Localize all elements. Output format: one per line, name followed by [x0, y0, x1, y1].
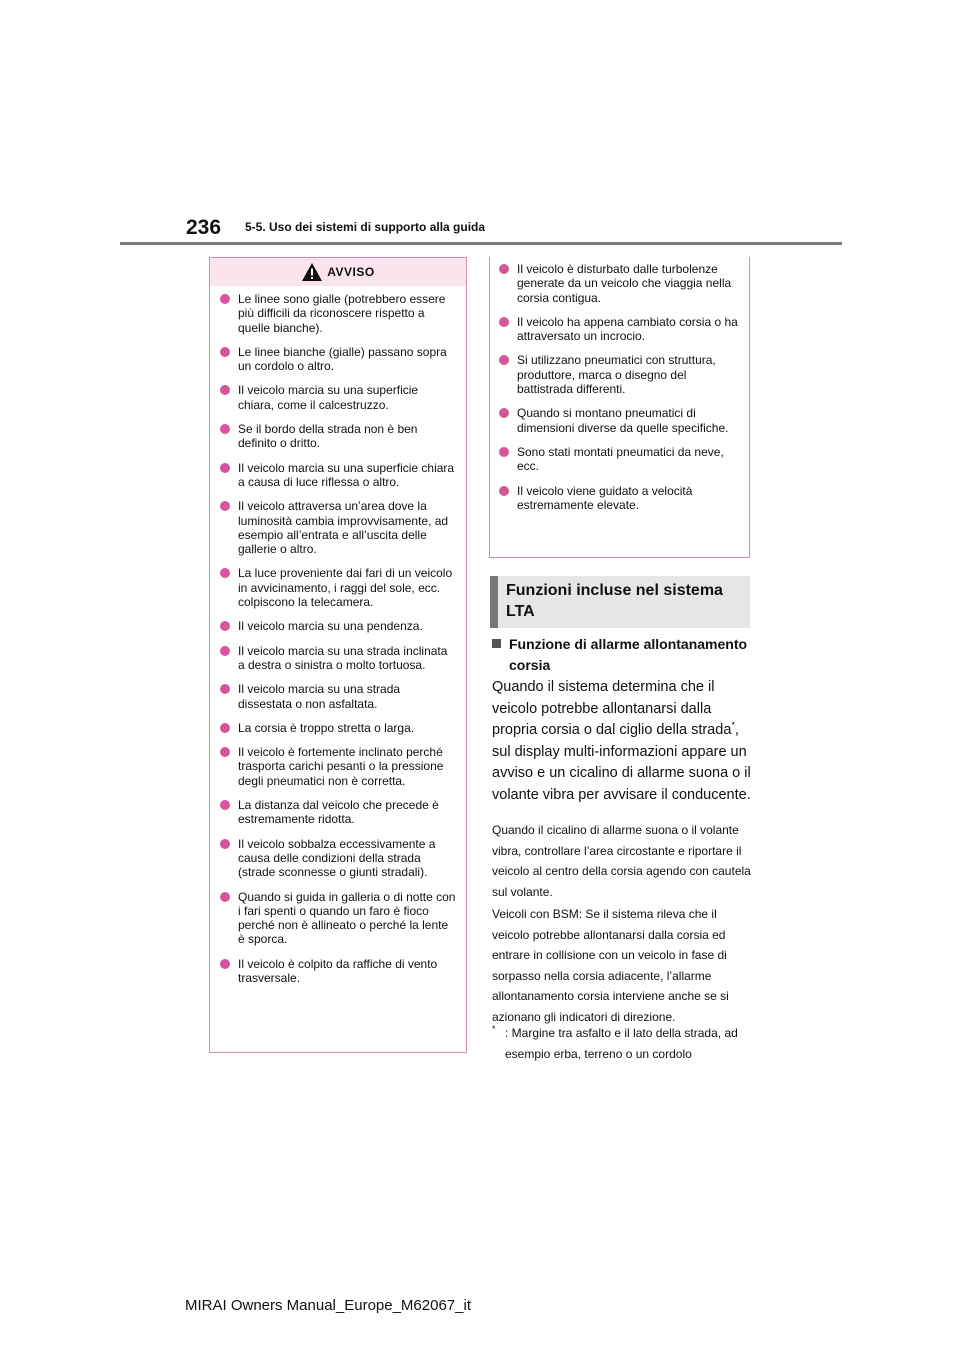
- list-item: [220, 566, 456, 609]
- bullet-icon: [220, 723, 230, 733]
- list-item: [499, 484, 739, 513]
- list-item: [220, 292, 456, 335]
- footnote-reference: *: [731, 720, 735, 731]
- bullet-icon: [220, 684, 230, 694]
- bullet-icon: [220, 747, 230, 757]
- subheading: [492, 634, 754, 676]
- bullet-icon: [220, 501, 230, 511]
- list-item: [499, 353, 739, 396]
- feature-heading-text: Funzioni incluse nel sistema LTA: [506, 582, 723, 620]
- warning-box: [209, 257, 467, 1053]
- list-item-text: Quando si guida in galleria o di notte con i fari spenti o quando un faro è fioco perché non è allineato o perché la lente è sporca.: [238, 889, 456, 947]
- list-item: [220, 619, 456, 633]
- bullet-icon: [220, 385, 230, 395]
- body-paragraph-main: [492, 677, 754, 806]
- list-item: [499, 445, 739, 474]
- list-item-text: Il veicolo è disturbato dalle turbolenze generate da un veicolo che viaggia nella corsia contigua.: [517, 262, 732, 305]
- paragraph-text: , sul display multi-informazioni appare un avviso e un cicalino di allarme suona o il volante vibra per avvisare il conducente.: [492, 722, 751, 803]
- bullet-icon: [220, 424, 230, 434]
- list-item: [220, 499, 456, 556]
- warning-continued-list: [490, 257, 749, 512]
- list-item-text: Il veicolo marcia su una strada inclinata a destra o sinistra o molto tortuosa.: [238, 643, 448, 672]
- list-item: [499, 406, 739, 435]
- section-title: 5-5. Uso dei sistemi di supporto alla guida: [245, 220, 486, 234]
- bullet-icon: [220, 568, 230, 578]
- list-item-text: Il veicolo è colpito da raffiche di vento trasversale.: [238, 956, 438, 985]
- list-item-text: Il veicolo viene guidato a velocità estremamente elevate.: [517, 483, 693, 512]
- body-paragraph-bsm: Veicoli con BSM: Se il sistema rileva che il veicolo potrebbe allontanarsi dalla corsia ed entrare in collisione con un veicolo in fase di sorpasso nella corsia adiacente, l’allarme allontanamento corsia interviene anche se si azionano gli indicatori di direzione.: [492, 907, 729, 1024]
- list-item: [220, 721, 456, 735]
- bullet-icon: [220, 347, 230, 357]
- list-item-text: Il veicolo attraversa un’area dove la luminosità cambia improvvisamente, ad esempio all’entrata e all’uscita delle gallerie o altro.: [238, 499, 449, 557]
- list-item-text: Se il bordo della strada non è ben definito o dritto.: [238, 422, 418, 451]
- list-item: [220, 798, 456, 827]
- list-item-text: La distanza dal veicolo che precede è estremamente ridotta.: [238, 798, 439, 827]
- bullet-icon: [499, 317, 509, 327]
- list-item-text: Il veicolo marcia su una superficie chiara a causa di luce riflessa o altro.: [238, 460, 455, 489]
- list-item: [220, 837, 456, 880]
- paragraph-text: Quando il sistema determina che il veicolo potrebbe allontanarsi dalla propria corsia o dal ciglio della strada: [492, 679, 732, 738]
- document-footer: MIRAI Owners Manual_Europe_M62067_it: [185, 1297, 471, 1314]
- list-item: [220, 745, 456, 788]
- bullet-icon: [499, 408, 509, 418]
- warning-list: [210, 286, 466, 985]
- list-item: [220, 682, 456, 711]
- list-item-text: Il veicolo è fortemente inclinato perché trasporta carichi pesanti o la pressione degli pneumatici non è corretta.: [238, 745, 444, 788]
- list-item-text: La corsia è troppo stretta o larga.: [238, 720, 415, 735]
- list-item-text: Quando si montano pneumatici di dimensioni diverse da quelle specifiche.: [517, 406, 729, 435]
- bullet-icon: [220, 646, 230, 656]
- warning-continued-box: [489, 257, 750, 558]
- list-item: [220, 383, 456, 412]
- list-item-text: Il veicolo ha appena cambiato corsia o ha attraversato un incrocio.: [517, 314, 738, 344]
- list-item: [220, 957, 456, 986]
- bullet-icon: [220, 800, 230, 810]
- bullet-icon: [220, 959, 230, 969]
- bullet-icon: [499, 355, 509, 365]
- subheading-text: Funzione di allarme allontanamento corsia: [509, 636, 748, 673]
- bullet-icon: [499, 447, 509, 457]
- bullet-icon: [220, 621, 230, 631]
- bullet-icon: [220, 839, 230, 849]
- footnote-mark: *: [492, 1024, 496, 1034]
- list-item-text: Le linee sono gialle (potrebbero essere più difficili da riconoscere rispetto a quelle bianche).: [238, 292, 446, 335]
- warning-title: AVVISO: [327, 265, 375, 279]
- square-bullet-icon: [492, 639, 501, 648]
- list-item: [220, 890, 456, 947]
- footnote-text: : Margine tra asfalto e il lato della strada, ad esempio erba, terreno o un cordolo: [505, 1026, 738, 1061]
- feature-section-heading: [490, 576, 750, 628]
- list-item-text: Il veicolo marcia su una superficie chiara, come il calcestruzzo.: [238, 383, 419, 412]
- list-item-text: Si utilizzano pneumatici con struttura, produttore, marca o disegno del battistrada differenti.: [517, 353, 716, 397]
- bullet-icon: [220, 463, 230, 473]
- bullet-icon: [220, 294, 230, 304]
- list-item-text: La luce proveniente dai fari di un veicolo in avvicinamento, i raggi del sole, ecc. colpiscono la telecamera.: [238, 566, 453, 610]
- bullet-icon: [499, 486, 509, 496]
- list-item-text: Il veicolo marcia su una pendenza.: [238, 619, 423, 634]
- bullet-icon: [220, 892, 230, 902]
- list-item: [499, 315, 739, 344]
- body-paragraph-caution: Quando il cicalino di allarme suona o il volante vibra, controllare l’area circostante e riportare il veicolo al centro della corsia agendo con cautela sul volante.: [492, 823, 751, 899]
- warning-header: [210, 258, 466, 286]
- warning-triangle-icon: [301, 262, 323, 282]
- footnote: [492, 1023, 754, 1064]
- header-divider: [120, 242, 842, 245]
- page-number: 236: [186, 216, 222, 239]
- list-item-text: Sono stati montati pneumatici da neve, ecc.: [517, 444, 724, 474]
- list-item: [499, 262, 739, 305]
- list-item-text: Le linee bianche (gialle) passano sopra un cordolo o altro.: [238, 344, 447, 374]
- list-item-text: Il veicolo marcia su una strada dissestata o non asfaltata.: [238, 682, 401, 711]
- list-item: [220, 461, 456, 490]
- list-item: [220, 345, 456, 374]
- list-item-text: Il veicolo sobbalza eccessivamente a causa delle condizioni della strada (strade sconnesse o giunti stradali).: [238, 836, 436, 880]
- list-item: [220, 644, 456, 673]
- bullet-icon: [499, 264, 509, 274]
- list-item: [220, 422, 456, 451]
